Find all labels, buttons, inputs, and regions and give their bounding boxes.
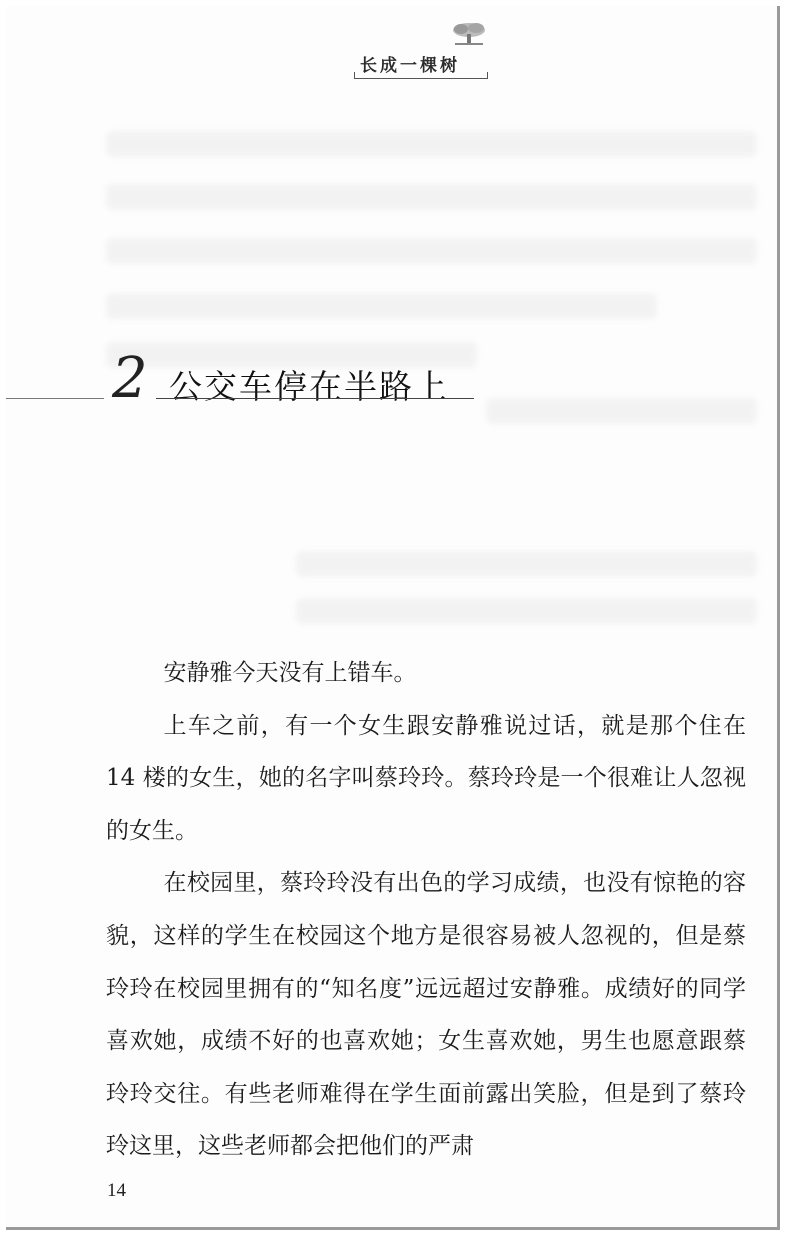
book-page — [6, 6, 780, 1230]
chapter-number: 2 — [112, 346, 148, 411]
tree-icon — [449, 20, 489, 48]
page-number: 14 — [107, 1180, 126, 1201]
running-header-title: 长成一棵树 — [360, 56, 460, 76]
bleed-through-line — [106, 131, 757, 157]
body-text — [106, 647, 746, 1173]
paragraph: 安静雅今天没有上错车。 — [163, 660, 417, 686]
chapter-title: 公交车停在半路上 — [169, 367, 449, 406]
paragraph: 在校园里，蔡玲玲没有出色的学习成绩，也没有惊艳的容貌，这样的学生在校园这个地方是很容易被人忽视的，但是蔡玲玲在校园里拥有的“知名度”远远超过安静雅。成绩好的同学喜欢她，成绩不好的也喜欢她；女生喜欢她，男生也愿意跟蔡玲玲交往。有些老师难得在学生面前露出笑脸，但是到了蔡玲玲这里，这些老师都会把他们的严肃 — [106, 870, 746, 1160]
header-underline — [354, 72, 488, 79]
paragraph: 上车之前，有一个女生跟安静雅说过话，就是那个住在 14 楼的女生，她的名字叫蔡玲玲。蔡玲玲是一个很难让人忽视的女生。 — [106, 712, 746, 844]
bleed-through-line — [296, 598, 757, 624]
chapter-rule-left — [6, 398, 104, 399]
bleed-through-line — [106, 293, 657, 319]
chapter-rule-right — [156, 398, 474, 399]
bleed-through-line — [486, 398, 757, 424]
bleed-through-line — [106, 184, 757, 210]
bleed-through-line — [296, 551, 757, 577]
bleed-through-line — [106, 238, 757, 264]
